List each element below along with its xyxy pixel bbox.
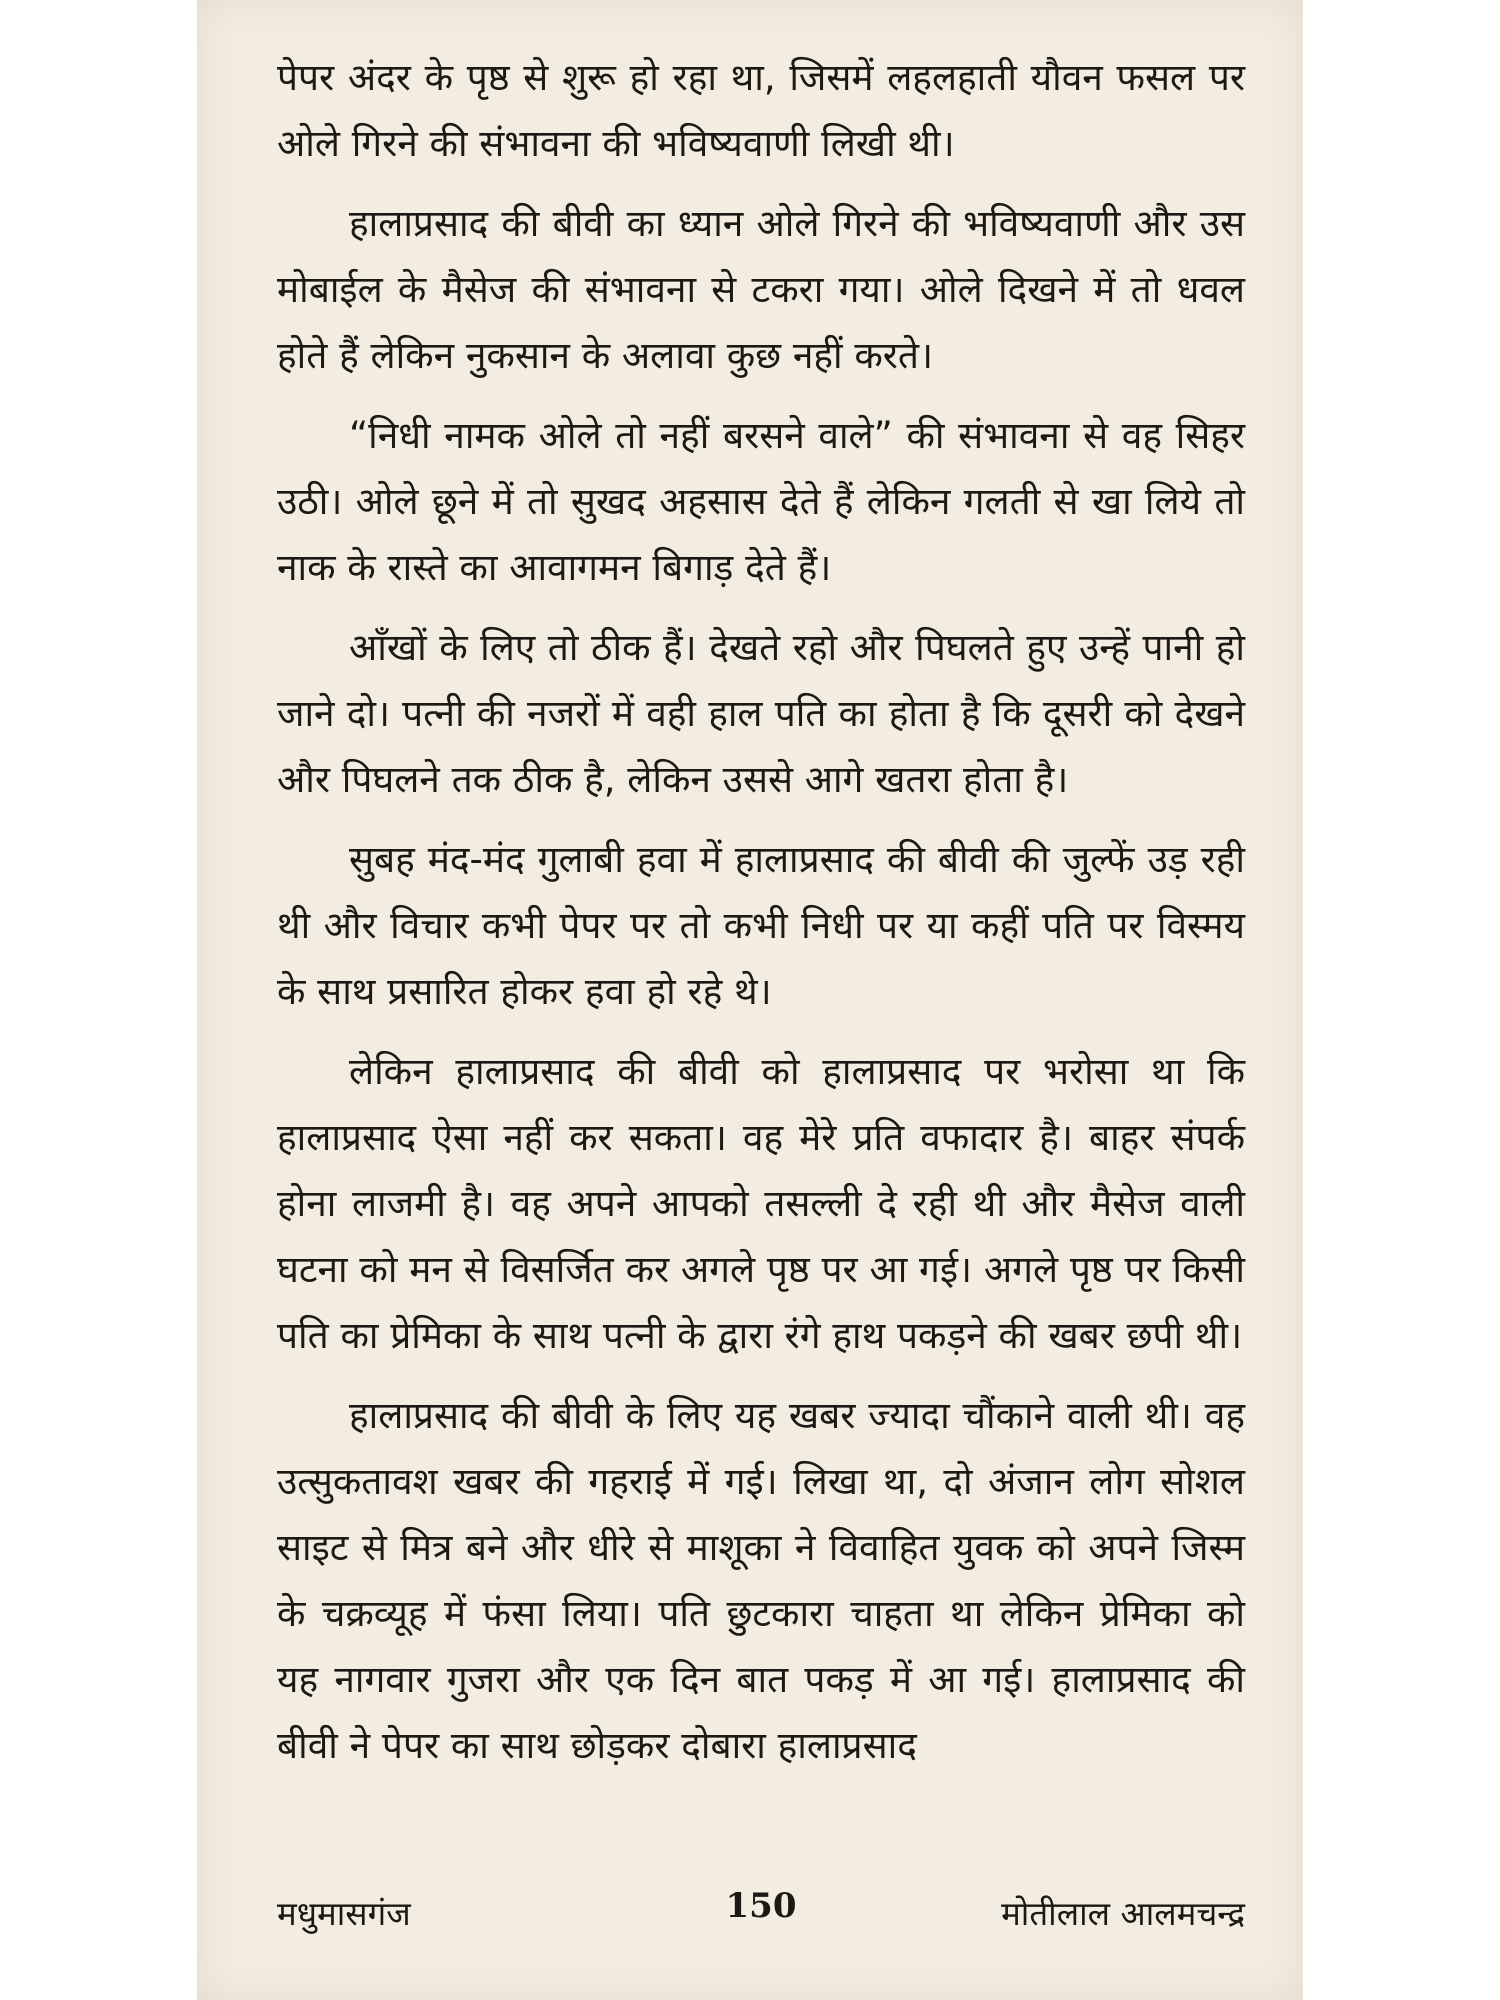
paragraph: “निधी नामक ओले तो नहीं बरसने वाले” की संभावना से वह सिहर उठी। ओले छूने में तो सुखद अहसास देते हैं लेकिन गलती से खा लिये तो नाक के रास्ते का आवागमन बिगाड़ देते हैं। xyxy=(277,414,1245,589)
footer-author: मोतीलाल आलमचन्द्र xyxy=(1001,1894,1245,1933)
footer-page-number: 150 xyxy=(725,1886,797,1926)
paragraph: हालाप्रसाद की बीवी का ध्यान ओले गिरने की भविष्यवाणी और उस मोबाईल के मैसेज की संभावना से टकरा गया। ओले दिखने में तो धवल होते हैं लेकिन नुकसान के अलावा कुछ नहीं करते। xyxy=(277,202,1245,377)
page-footer xyxy=(277,1886,1245,1940)
paragraph: लेकिन हालाप्रसाद की बीवी को हालाप्रसाद पर भरोसा था कि हालाप्रसाद ऐसा नहीं कर सकता। वह मेरे प्रति वफादार है। बाहर संपर्क होना लाजमी है। वह अपने आपको तसल्ली दे रही थी और मैसेज वाली घटना को मन से विसर्जित कर अगले पृष्ठ पर आ गई। अगले पृष्ठ पर किसी पति का प्रेमिका के साथ पत्नी के द्वारा रंगे हाथ पकड़ने की खबर छपी थी। xyxy=(277,1050,1245,1357)
footer-book-title: मधुमासगंज xyxy=(277,1894,411,1933)
page-body-text xyxy=(277,45,1245,1793)
paragraph: आँखों के लिए तो ठीक हैं। देखते रहो और पिघलते हुए उन्हें पानी हो जाने दो। पत्नी की नजरों में वही हाल पति का होता है कि दूसरी को देखने और पिघलने तक ठीक है, लेकिन उससे आगे खतरा होता है। xyxy=(277,626,1245,801)
paragraph: पेपर अंदर के पृष्ठ से शुरू हो रहा था, जिसमें लहलहाती यौवन फसल पर ओले गिरने की संभावना की भविष्यवाणी लिखी थी। xyxy=(277,56,1245,165)
book-page-scan xyxy=(197,0,1303,2000)
paragraph: हालाप्रसाद की बीवी के लिए यह खबर ज्यादा चौंकाने वाली थी। वह उत्सुकतावश खबर की गहराई में गई। लिखा था, दो अंजान लोग सोशल साइट से मित्र बने और धीरे से माशूका ने विवाहित युवक को अपने जिस्म के चक्रव्यूह में फंसा लिया। पति छुटकारा चाहता था लेकिन प्रेमिका को यह नागवार गुजरा और एक दिन बात पकड़ में आ गई। हालाप्रसाद की बीवी ने पेपर का साथ छोड़कर दोबारा हालाप्रसाद xyxy=(277,1394,1245,1767)
paragraph: सुबह मंद-मंद गुलाबी हवा में हालाप्रसाद की बीवी की जुल्फें उड़ रही थी और विचार कभी पेपर पर तो कभी निधी पर या कहीं पति पर विस्मय के साथ प्रसारित होकर हवा हो रहे थे। xyxy=(277,838,1245,1013)
